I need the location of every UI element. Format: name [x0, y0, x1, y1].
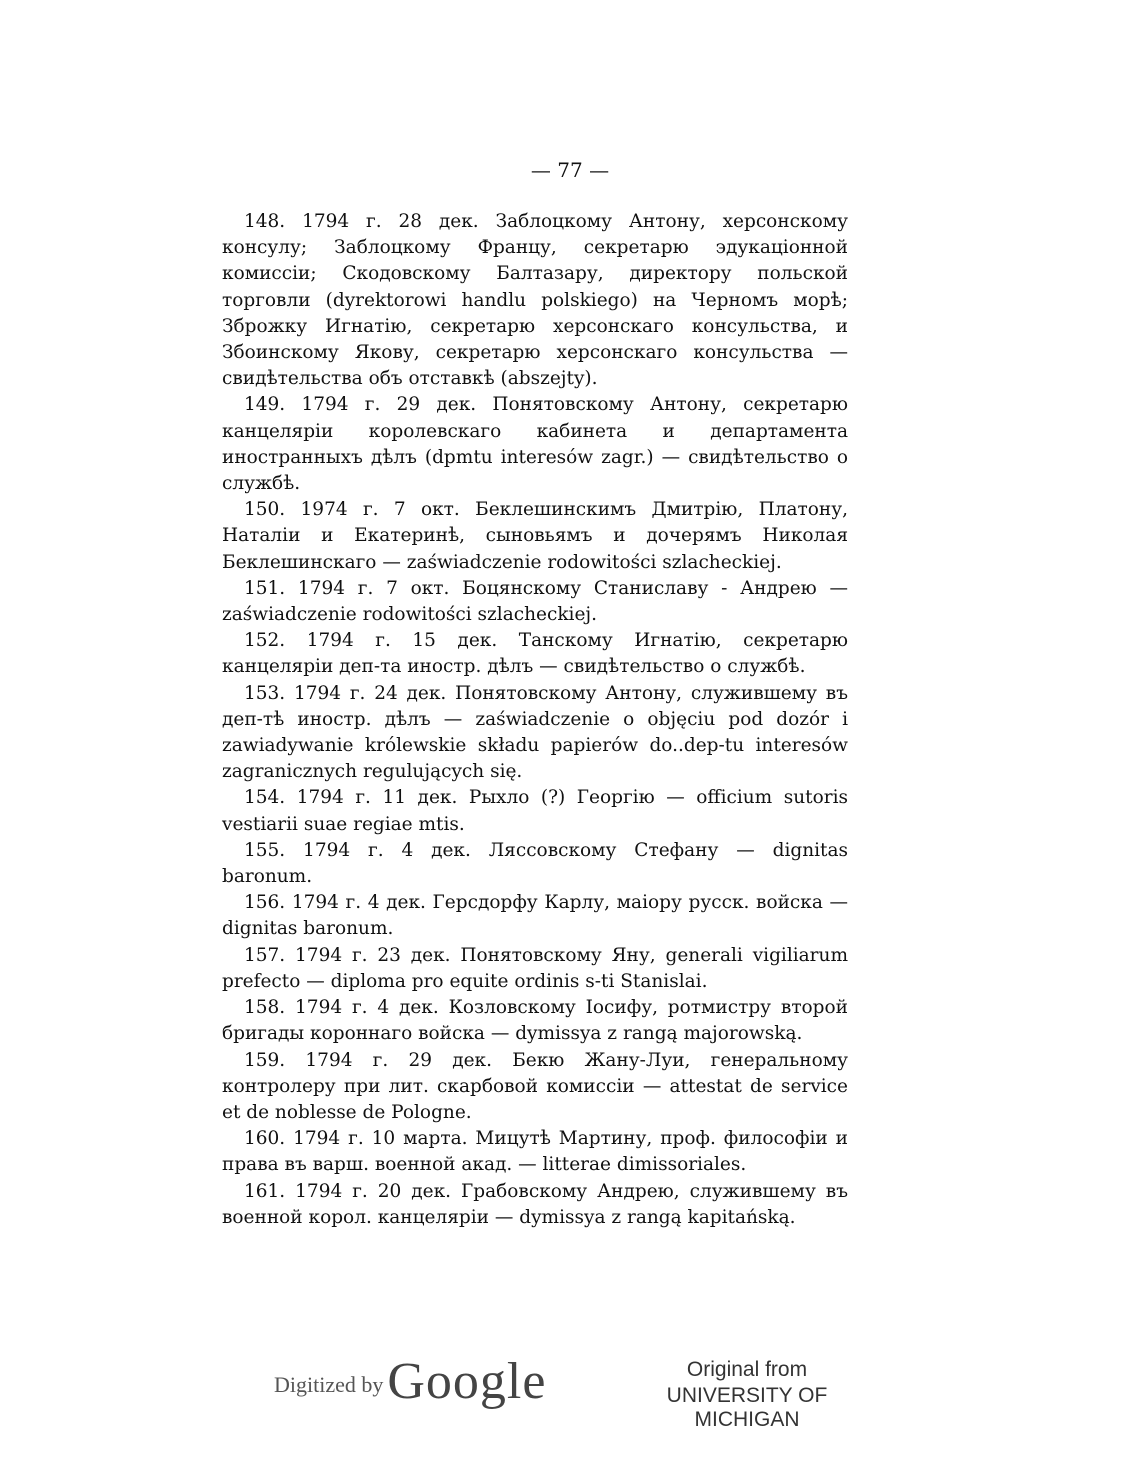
entry-161: 161. 1794 г. 20 дек. Грабовскому Андрею, служившему въ военной корол. канцеляріи — dymissya z rangą kapitańską. — [222, 1180, 848, 1228]
entry-list — [222, 209, 848, 1231]
entry-157: 157. 1794 г. 23 дек. Понятовскому Яну, generali vigiliarum prefecto — diploma pro equite ordinis s-ti Stanislai. — [222, 944, 848, 992]
entry-156: 156. 1794 г. 4 дек. Герсдорфу Карлу, маіору русск. войска — dignitas baronum. — [222, 892, 848, 940]
entry-158: 158. 1794 г. 4 дек. Козловскому Іосифу, ротмистру второй бригады короннаго войска — dymissya z rangą majorowską. — [222, 997, 848, 1045]
original-source-note — [622, 1358, 872, 1432]
university-label: UNIVERSITY OF MICHIGAN — [666, 1384, 828, 1431]
digitized-by-google-logo — [274, 1352, 546, 1411]
page-number: — 77 — — [530, 158, 610, 182]
entry-153: 153. 1794 г. 24 дек. Понятовскому Антону, служившему въ деп-тѣ иностр. дѣлъ — zaświadczenie o objęciu pod dozór i zawiadywanie królewskie składu papierów do..dep-tu interesów zagranicznych regulujących się. — [222, 682, 848, 783]
original-from-label: Original from — [686, 1358, 808, 1381]
entry-154: 154. 1794 г. 11 дек. Рыхло (?) Георгію — officium sutoris vestiarii suae regiae mtis. — [222, 787, 848, 835]
google-wordmark: Google — [387, 1353, 547, 1410]
entry-155: 155. 1794 г. 4 дек. Ляссовскому Стефану — dignitas baronum. — [222, 839, 848, 888]
entry-148: 148. 1794 г. 28 дек. Заблоцкому Антону, херсонскому консулу; Заблоцкому Францу, секретарю эдукаціонной комиссіи; Скодовскому Балтазару, директору польской торговли (dyrektorowi handlu polskiego) на Черномъ морѣ; Зброжку Игнатію, секретарю херсонскаго консульства, и Збоинскому Якову, секретарю херсонскаго консульства — свидѣтельства объ отставкѣ (abszejty). — [222, 211, 848, 390]
entry-151: 151. 1794 г. 7 окт. Боцянскому Станиславу - Андрею — zaświadczenie rodowitości szlacheckiej. — [222, 577, 848, 626]
entry-150: 150. 1974 г. 7 окт. Беклешинскимъ Дмитрію, Платону, Наталіи и Екатеринѣ, сыновьямъ и дочерямъ Николая Беклешинскаго — zaświadczenie rodowitości szlacheckiej. — [222, 499, 848, 573]
entry-159: 159. 1794 г. 29 дек. Бекю Жану-Луи, генеральному контролеру при лит. скарбовой комиссіи — attestat de service et de noblesse de Pologne. — [222, 1049, 848, 1123]
digitized-by-label: Digitized by — [274, 1372, 384, 1397]
entry-160: 160. 1794 г. 10 марта. Мицутѣ Мартину, проф. философіи и права въ варш. военной акад. — litterae dimissoriales. — [222, 1128, 848, 1176]
entry-149: 149. 1794 г. 29 дек. Понятовскому Антону, секретарю канцеляріи королевскаго кабинета и департамента иностранныхъ дѣлъ (dpmtu interesów zagr.) — свидѣтельство о службѣ. — [222, 394, 848, 495]
entry-152: 152. 1794 г. 15 дек. Танскому Игнатію, секретарю канцеляріи деп-та иностр. дѣлъ — свидѣтельство о службѣ. — [222, 630, 848, 678]
